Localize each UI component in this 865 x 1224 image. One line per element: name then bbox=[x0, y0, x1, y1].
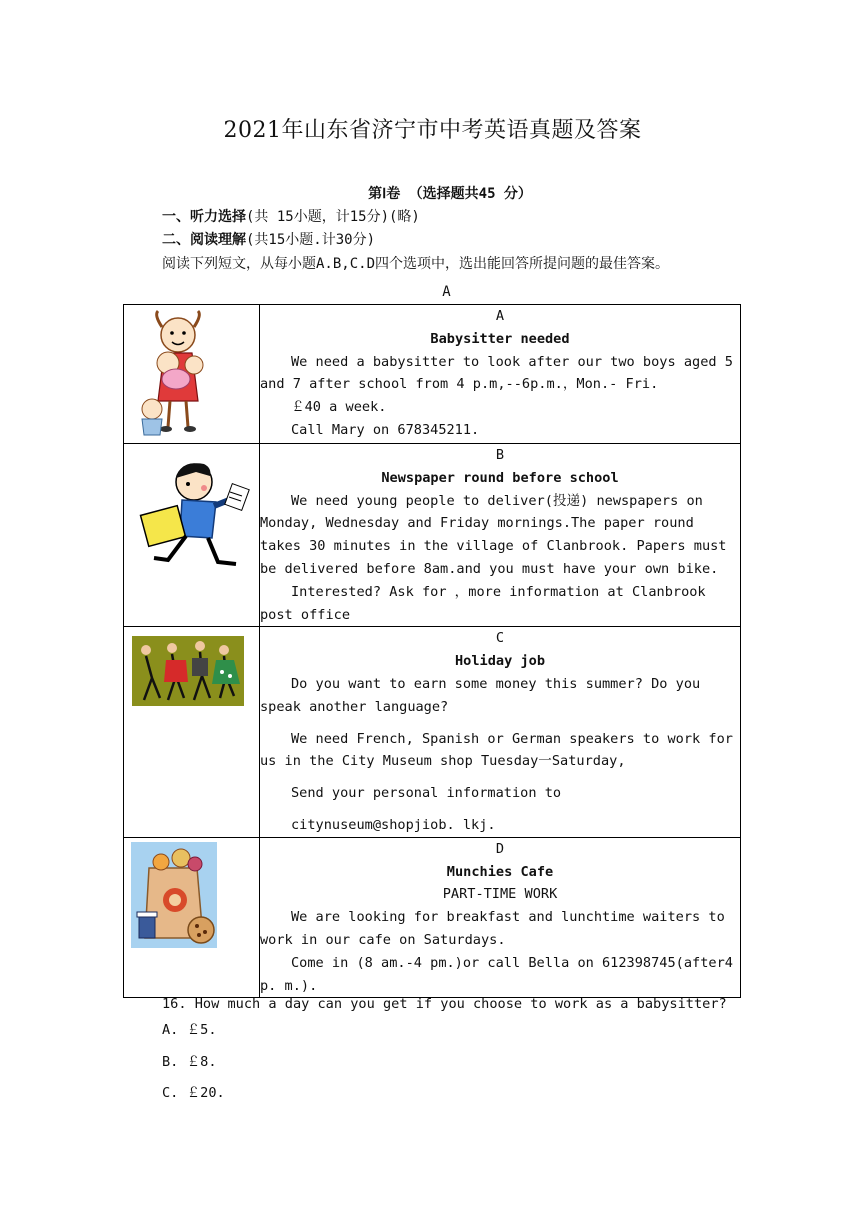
cafe-food-illustration bbox=[131, 842, 217, 948]
question-stem: 16. How much a day can you get if you choose to work as a babysitter? bbox=[162, 996, 727, 1012]
passage-label: A bbox=[442, 284, 451, 300]
option-a: A. ￡5. bbox=[162, 1022, 217, 1038]
ad-a-heading: Babysitter needed bbox=[430, 330, 570, 347]
ad-d-heading: Munchies Cafe bbox=[446, 863, 554, 880]
option-b: B. ￡8. bbox=[162, 1054, 217, 1070]
ad-a-letter: A bbox=[495, 308, 505, 324]
section-reading-note: (共15小题.计30分) bbox=[246, 232, 376, 248]
ads-table bbox=[123, 304, 741, 998]
part-heading: 第Ⅰ卷 （选择题共45 分） bbox=[368, 186, 532, 202]
ad-d-line: We are looking for breakfast and lunchtime waiters to work in our cafe on Saturdays. bbox=[260, 909, 725, 948]
ad-a-line: Call Mary on 678345211. bbox=[291, 421, 480, 438]
section-reading-heading: 二、阅读理解 bbox=[162, 232, 246, 248]
ad-row-a bbox=[124, 305, 741, 444]
ad-c-image-cell bbox=[124, 627, 260, 837]
ad-row-c bbox=[124, 627, 741, 837]
ad-b-line: Interested? Ask for ，more information at Clanbrook post office bbox=[260, 583, 706, 623]
ad-b-text bbox=[260, 444, 741, 627]
babysitter-illustration bbox=[124, 305, 254, 439]
ad-d-image-cell bbox=[124, 837, 260, 998]
ad-c-line: We need French, Spanish or German speakers to work for us in the City Museum shop Tuesday一Saturday, bbox=[260, 730, 733, 770]
ad-b-heading: Newspaper round before school bbox=[381, 469, 619, 486]
ad-c-heading: Holiday job bbox=[454, 653, 546, 670]
ad-c-line: citynuseum@shopjiob. lkj. bbox=[291, 816, 496, 833]
section-reading bbox=[162, 229, 375, 249]
section-listening bbox=[162, 206, 420, 226]
newspaper-boy-illustration bbox=[124, 450, 254, 580]
ad-d-text bbox=[260, 837, 741, 998]
ad-a-line: ￡40 a week. bbox=[291, 399, 387, 416]
ad-d-subheading: PART-TIME WORK bbox=[442, 886, 558, 903]
ad-a-text bbox=[260, 305, 741, 444]
ad-c-line: Do you want to earn some money this summer? Do you speak another language? bbox=[260, 675, 701, 715]
ad-c-text bbox=[260, 627, 741, 837]
ad-b-letter: B bbox=[495, 447, 505, 463]
ad-d-letter: D bbox=[495, 840, 505, 857]
ad-b-image-cell bbox=[124, 444, 260, 627]
instruction: 阅读下列短文，从每小题A.B,C.D四个选项中，选出能回答所提问题的最佳答案。 bbox=[162, 256, 669, 272]
ad-c-line: Send your personal information to bbox=[291, 785, 562, 802]
document-title: 2021年山东省济宁市中考英语真题及答案 bbox=[223, 118, 642, 143]
section-listening-heading: 一、听力选择 bbox=[162, 209, 246, 225]
ad-c-letter: C bbox=[495, 630, 505, 647]
option-c: C. ￡20. bbox=[162, 1085, 225, 1101]
ad-d-line: Come in (8 am.-4 pm.)or call Bella on 612398745(after4 p. m.). bbox=[260, 954, 733, 994]
ad-row-b bbox=[124, 444, 741, 627]
section-listening-note: (共 15小题，计15分)(略) bbox=[246, 209, 420, 225]
dancers-illustration bbox=[132, 636, 244, 706]
ad-row-d bbox=[124, 837, 741, 998]
ad-a-line: We need a babysitter to look after our two boys aged 5 and 7 after school from 4 p.m,--6p.m.，Mon.- Fri. bbox=[260, 353, 733, 393]
ad-b-line: We need young people to deliver(投递) newspapers on Monday, Wednesday and Friday mornings.The paper round takes 30 minutes in the village of Clanbrook. Papers must be delivered before 8am.and you must have your own bike. bbox=[260, 492, 727, 577]
ad-a-image-cell bbox=[124, 305, 260, 444]
